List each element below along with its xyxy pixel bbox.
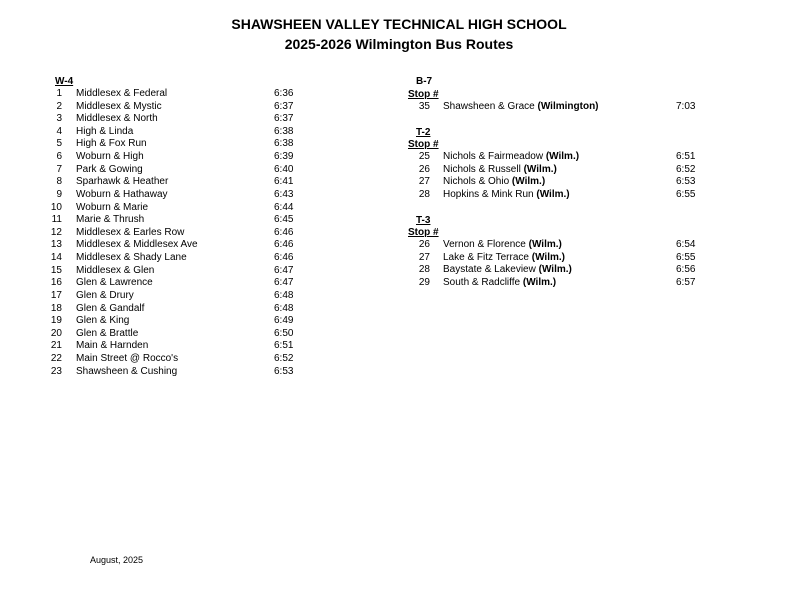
stop-number: 25 — [418, 151, 430, 162]
stop-street: Woburn & Hathaway — [76, 188, 168, 200]
stop-location — [76, 290, 134, 303]
stop-number: 3 — [56, 113, 62, 125]
route-t2-row — [400, 151, 730, 164]
stop-time: 6:52 — [676, 163, 696, 175]
stop-number: 11 — [51, 214, 62, 226]
stop-street: Baystate & Lakeview — [443, 264, 539, 276]
stop-town: (Wilm.) — [528, 239, 562, 250]
stop-location — [443, 176, 545, 189]
stop-street: Hopkins & Mink Run — [443, 188, 537, 200]
stop-time: 6:39 — [274, 151, 294, 163]
stop-location — [76, 113, 158, 126]
route-b7-stop-header: Stop # — [408, 89, 439, 100]
stop-location — [76, 239, 198, 252]
stop-street: Middlesex & Earles Row — [76, 226, 185, 238]
route-w4-row — [32, 290, 362, 303]
stop-street: Middlesex & North — [76, 113, 158, 125]
stop-number: 5 — [56, 138, 62, 150]
stop-street: Middlesex & Federal — [76, 88, 168, 99]
stop-number: 19 — [50, 315, 62, 327]
stop-street: Marie & Thrush — [76, 214, 145, 226]
stop-location — [76, 315, 129, 328]
stop-number: 2 — [56, 100, 62, 112]
stop-location — [76, 101, 162, 114]
stop-time: 6:47 — [274, 277, 294, 289]
stop-street: Park & Gowing — [76, 163, 143, 175]
stop-location — [76, 88, 167, 101]
stop-street: South & Radcliffe — [443, 276, 523, 288]
stop-number: 21 — [50, 340, 62, 352]
stop-town: (Wilm.) — [545, 151, 580, 162]
route-t3-row — [400, 277, 730, 290]
stop-number: 15 — [50, 264, 62, 276]
school-title: SHAWSHEEN VALLEY TECHNICAL HIGH SCHOOL — [231, 16, 567, 32]
footer-date: August, 2025 — [90, 555, 144, 565]
stop-time: 6:48 — [274, 289, 294, 301]
stop-time: 6:40 — [274, 163, 294, 175]
stop-number: 4 — [56, 125, 62, 137]
route-w4-heading: W-4 — [55, 76, 74, 87]
route-w4-row — [32, 151, 362, 164]
route-t3-heading: T-3 — [416, 215, 431, 226]
route-w4-row — [32, 265, 362, 278]
stop-number: 6 — [56, 151, 62, 163]
route-w4-row — [32, 202, 362, 215]
stop-time: 6:50 — [274, 327, 294, 339]
stop-location — [76, 151, 144, 164]
stop-number: 16 — [50, 277, 62, 289]
stop-location — [76, 328, 138, 341]
stop-number: 14 — [50, 252, 62, 264]
stop-time: 6:51 — [274, 340, 294, 352]
stop-location — [76, 366, 177, 379]
stop-location — [76, 265, 154, 278]
stop-location — [76, 353, 178, 366]
stop-time: 6:36 — [274, 88, 294, 99]
route-w4-row — [32, 126, 362, 139]
route-w4-row — [32, 315, 362, 328]
route-b7-heading: B-7 — [416, 76, 433, 87]
stop-street: Nichols & Russell — [443, 163, 524, 175]
stop-street: Nichols & Fairmeadow — [443, 151, 546, 162]
stop-time: 7:03 — [676, 101, 696, 112]
stop-location — [443, 101, 599, 114]
route-w4-row — [32, 214, 362, 227]
stop-time: 6:54 — [676, 239, 696, 250]
route-w4-row — [32, 88, 362, 101]
stop-number: 22 — [50, 353, 62, 365]
stop-street: Middlesex & Middlesex Ave — [76, 239, 198, 251]
stop-number: 27 — [418, 251, 430, 263]
route-w4-row — [32, 113, 362, 126]
stop-number: 23 — [50, 365, 62, 377]
stop-location — [443, 189, 570, 202]
stop-location — [76, 214, 144, 227]
route-w4-row — [32, 164, 362, 177]
stop-number: 26 — [418, 163, 430, 175]
stop-location — [443, 264, 572, 277]
route-w4-row — [32, 239, 362, 252]
route-t3-row — [400, 239, 730, 252]
stop-street: Glen & Drury — [76, 289, 134, 301]
route-w4-row — [32, 353, 362, 366]
stop-time: 6:57 — [676, 276, 696, 288]
stop-number: 13 — [50, 239, 62, 251]
stop-street: Nichols & Ohio — [443, 176, 512, 188]
route-w4-row — [32, 328, 362, 341]
route-w4-row — [32, 176, 362, 189]
stop-street: Woburn & High — [76, 151, 144, 163]
stop-location — [76, 277, 153, 290]
stop-number: 28 — [418, 188, 430, 200]
stop-street: Middlesex & Mystic — [76, 100, 162, 112]
stop-time: 6:52 — [274, 353, 294, 365]
route-t2-stop-header: Stop # — [408, 139, 439, 150]
stop-street: Glen & Lawrence — [76, 277, 153, 289]
stop-street: High & Fox Run — [76, 138, 147, 150]
stop-time: 6:38 — [274, 125, 294, 137]
route-t2-row — [400, 164, 730, 177]
stop-time: 6:48 — [274, 302, 294, 314]
route-w4-row — [32, 252, 362, 265]
route-t3-row — [400, 264, 730, 277]
stop-location — [76, 252, 187, 265]
stop-time: 6:46 — [274, 239, 294, 251]
stop-time: 6:41 — [274, 176, 294, 188]
stop-town: (Wilm.) — [523, 163, 557, 175]
stop-street: Shawsheen & Cushing — [76, 365, 178, 377]
stop-time: 6:53 — [274, 365, 294, 377]
stop-street: Vernon & Florence — [443, 239, 529, 250]
stop-street: Main & Harnden — [76, 340, 149, 352]
stop-time: 6:43 — [274, 188, 294, 200]
stop-time: 6:55 — [676, 251, 696, 263]
stop-town: (Wilm.) — [511, 176, 546, 188]
stop-location — [76, 202, 148, 215]
route-w4-row — [32, 189, 362, 202]
stop-number: 10 — [50, 201, 62, 213]
stop-location — [443, 277, 556, 290]
route-w4-row — [32, 366, 362, 379]
stop-number: 1 — [56, 88, 62, 99]
stop-number: 8 — [56, 176, 62, 188]
stop-location — [443, 252, 565, 265]
stop-number: 12 — [50, 226, 62, 238]
stop-time: 6:46 — [274, 252, 294, 264]
stop-street: High & Linda — [76, 125, 134, 137]
stop-number: 18 — [50, 302, 62, 314]
stop-street: Lake & Fitz Terrace — [443, 251, 532, 263]
stop-time: 6:45 — [274, 214, 294, 226]
route-t3-row — [400, 252, 730, 265]
stop-number: 29 — [418, 276, 430, 288]
stop-street: Sparhawk & Heather — [76, 176, 169, 188]
stop-town: (Wilm.) — [522, 276, 557, 288]
stop-location — [76, 303, 144, 316]
stop-time: 6:37 — [274, 113, 294, 125]
stop-number: 28 — [418, 264, 430, 276]
stop-time: 6:53 — [676, 176, 696, 188]
route-w4-row — [32, 303, 362, 316]
route-w4-row — [32, 340, 362, 353]
stop-time: 6:47 — [274, 264, 294, 276]
stop-number: 26 — [418, 239, 430, 250]
route-w4-row — [32, 277, 362, 290]
stop-location — [76, 126, 133, 139]
stop-street: Glen & Gandalf — [76, 302, 145, 314]
stop-street: Glen & King — [76, 315, 130, 327]
stop-time: 6:44 — [274, 201, 294, 213]
stop-location — [76, 227, 184, 240]
stop-street: Shawsheen & Grace — [443, 101, 538, 112]
route-w4-row — [32, 101, 362, 114]
stop-time: 6:49 — [274, 315, 294, 327]
stop-street: Middlesex & Shady Lane — [76, 252, 187, 264]
stop-number: 20 — [50, 327, 62, 339]
stop-location — [443, 151, 579, 164]
stop-street: Middlesex & Glen — [76, 264, 155, 276]
stop-location — [443, 239, 562, 252]
stop-street: Main Street @ Rocco's — [76, 353, 179, 365]
route-t2-row — [400, 189, 730, 202]
stop-street: Woburn & Marie — [76, 201, 149, 213]
route-t3-stop-header: Stop # — [408, 227, 439, 238]
stop-number: 35 — [418, 101, 430, 112]
stop-number: 7 — [56, 163, 62, 175]
stop-town: (Wilm.) — [536, 188, 570, 200]
stop-number: 27 — [418, 176, 430, 188]
stop-location — [76, 189, 168, 202]
stop-time: 6:46 — [274, 226, 294, 238]
stop-location — [76, 176, 168, 189]
stop-town: (Wilm.) — [531, 251, 565, 263]
stop-time: 6:56 — [676, 264, 696, 276]
route-b7-row — [400, 101, 730, 114]
stop-town: (Wilmington) — [537, 101, 599, 112]
stop-town: (Wilm.) — [538, 264, 572, 276]
stop-location — [443, 164, 557, 177]
page-subtitle: 2025-2026 Wilmington Bus Routes — [284, 36, 514, 52]
stop-time: 6:37 — [274, 100, 294, 112]
stop-time: 6:55 — [676, 188, 696, 200]
stop-location — [76, 138, 147, 151]
stop-street: Glen & Brattle — [76, 327, 139, 339]
stop-location — [76, 340, 148, 353]
stop-time: 6:51 — [676, 151, 696, 162]
route-t2-row — [400, 176, 730, 189]
stop-number: 17 — [50, 289, 62, 301]
stop-number: 9 — [56, 188, 62, 200]
stop-time: 6:38 — [274, 138, 294, 150]
route-w4-row — [32, 227, 362, 240]
route-w4-row — [32, 138, 362, 151]
stop-location — [76, 164, 143, 177]
route-t2-heading: T-2 — [416, 127, 431, 138]
